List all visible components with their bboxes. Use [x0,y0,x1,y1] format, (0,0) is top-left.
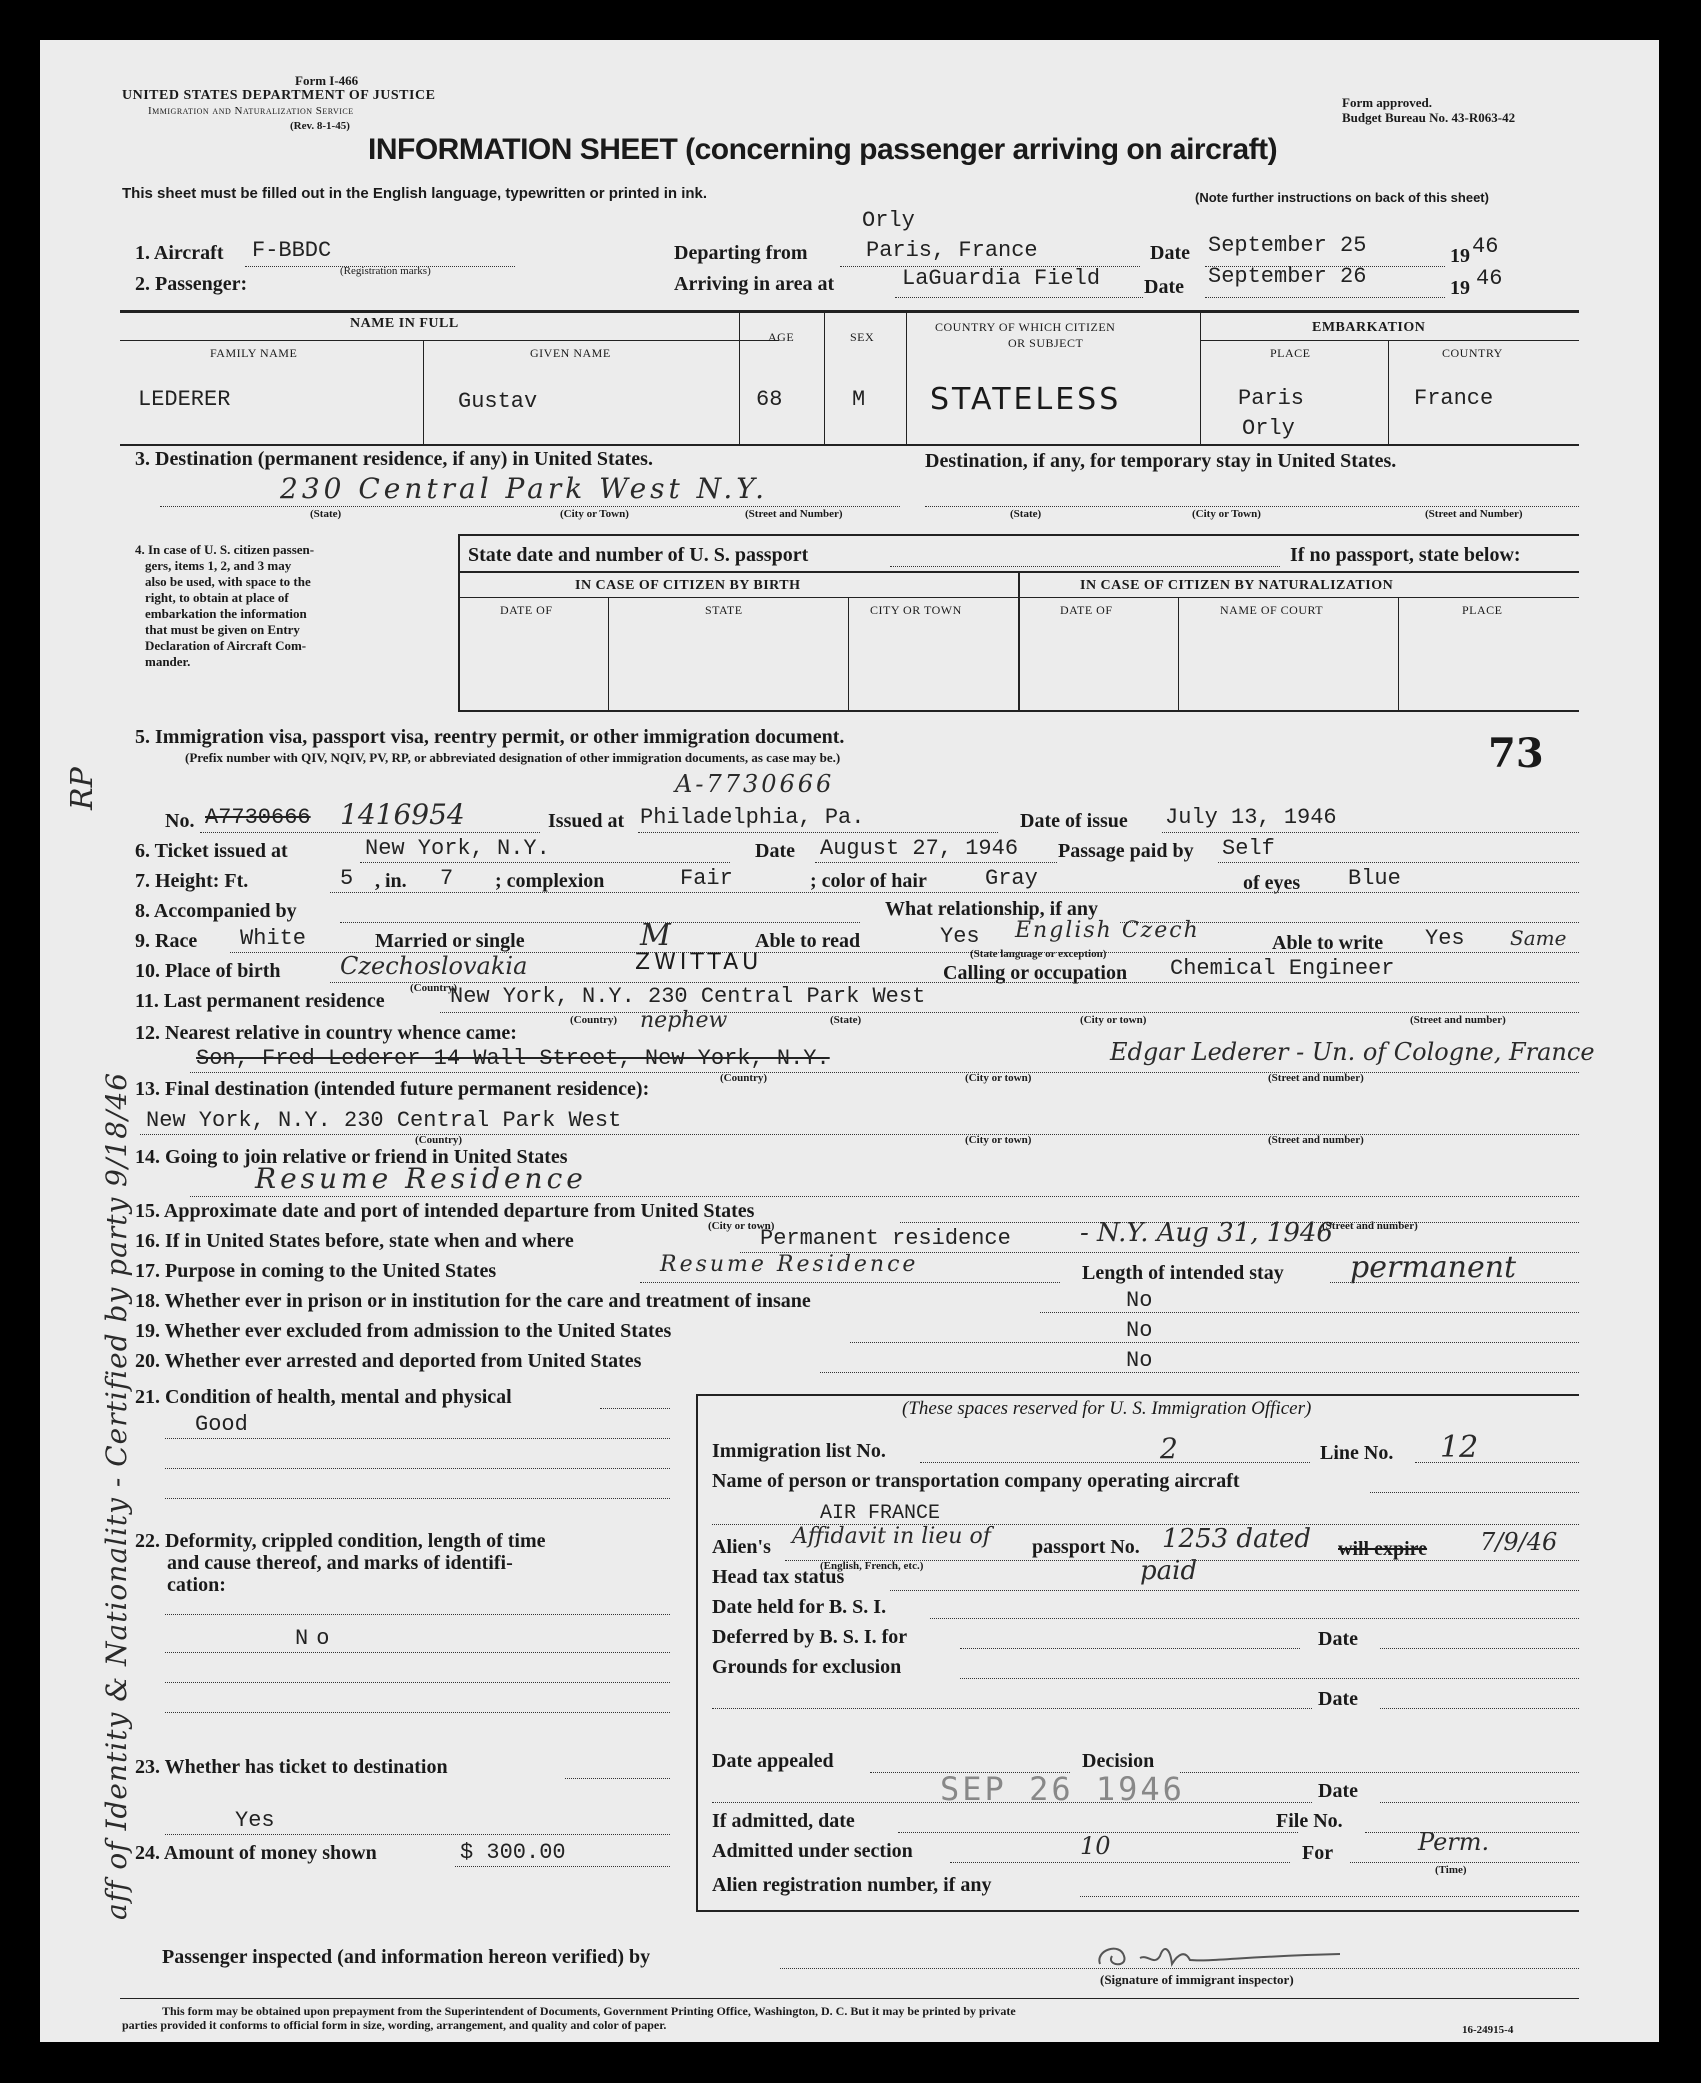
item19-value: No [1126,1318,1153,1343]
visa-number-handwritten: A-7730666 [675,770,835,798]
health-value: Good [195,1412,248,1437]
expire-value: 7/9/46 [1480,1528,1558,1556]
grounds-label: Grounds for exclusion [712,1656,902,1678]
dept-name: UNITED STATES DEPARTMENT OF JUSTICE [122,88,436,103]
item4-line: Declaration of Aircraft Com- [145,638,307,653]
arrival-year: 46 [1476,266,1503,291]
cap-country-13: (Country) [415,1134,463,1146]
cap-street: (Street and number) [1410,1014,1506,1026]
company-value: AIR FRANCE [820,1502,941,1525]
batch-number: 73 [1488,730,1544,777]
item22-line: 22. Deformity, crippled condition, length of time [135,1530,546,1552]
item4-line: mander. [145,654,191,669]
item18-label: 18. Whether ever in prison or in institution for the care and treatment of insane [135,1290,811,1312]
list-no-label: Immigration list No. [712,1440,886,1462]
cap-country: (Country) [570,1014,618,1026]
issued-at-value: Philadelphia, Pa. [640,805,865,830]
previous-stay-value: Permanent residence [760,1226,1011,1251]
occupation-label: Calling or occupation [943,962,1128,984]
read-language: English Czech [1015,918,1200,943]
item24-label: 24. Amount of money shown [135,1842,377,1864]
relative-relationship: nephew [640,1008,728,1033]
item5-sublabel: (Prefix number with QIV, NQIV, PV, RP, or abbreviated designation of other immigration documents, as case may be.) [185,750,841,765]
cap-street-12: (Street and number) [1268,1072,1364,1084]
for-value: Perm. [1418,1828,1490,1856]
appealed-label: Date appealed [712,1750,834,1772]
cap-city: (City or town) [1080,1014,1147,1026]
item22-line: and cause thereof, and marks of identifi- [167,1552,513,1574]
passport-no-label: passport No. [1032,1536,1140,1558]
purpose-value: Resume Residence [660,1252,919,1277]
item18-value: No [1126,1288,1153,1313]
col-city: CITY OR TOWN [870,603,962,617]
ticket-date-value: August 27, 1946 [820,836,1019,861]
list-no-value: 2 [1160,1432,1178,1465]
name-in-full-header: NAME IN FULL [350,316,459,331]
citizenship-value: STATELESS [930,382,1122,417]
stay-value: permanent [1350,1250,1517,1285]
item4-line: also be used, with space to the [145,574,311,589]
item3-label: 3. Destination (permanent residence, if any) in United States. [135,448,653,470]
item4-line: right, to obtain at place of [145,590,289,605]
last-residence-value: New York, N.Y. 230 Central Park West [450,984,926,1009]
item19-label: 19. Whether ever excluded from admission to the United States [135,1320,672,1342]
hair-label: ; color of hair [810,870,927,892]
relative-struck: Son, Fred Lederer 14 Wall Street, New York, N.Y. [196,1046,830,1071]
by-birth-header: IN CASE OF CITIZEN BY BIRTH [575,578,801,593]
eyes-label: of eyes [1243,872,1301,894]
write-language: Same [1510,926,1567,950]
date-label-2: Date [1144,276,1184,298]
form-number: Form I-466 [295,73,359,88]
for-label: For [1302,1842,1334,1864]
ticket-issued-value: New York, N.Y. [365,836,550,861]
item12-label: 12. Nearest relative in country whence came: [135,1022,517,1044]
caption-city: (City or Town) [560,508,629,520]
birth-caption: (Country) [410,982,458,994]
item17-label: 17. Purpose in coming to the United States [135,1260,497,1282]
cap-city-13: (City or town) [965,1134,1032,1146]
side-annotation: aff of Identity & Nationality - Certified by party 9/18/46 [100,1071,133,1920]
admitted-date-label: If admitted, date [712,1810,855,1832]
birth-city: ZWITTAU [635,950,763,975]
inspector-signature [1090,1936,1350,1976]
col-place: PLACE [1462,603,1503,617]
alien-label: Alien's [712,1536,771,1558]
embarkation-header: EMBARKATION [1312,320,1426,335]
caption-street-2: (Street and Number) [1425,508,1523,520]
cap-country-12: (Country) [720,1072,768,1084]
company-label: Name of person or transportation company operating aircraft [712,1470,1240,1492]
family-name-value: LEDERER [138,387,231,412]
eyes-value: Blue [1348,866,1401,891]
given-name-value: Gustav [458,389,538,414]
sex-header: SEX [850,330,875,344]
instruction-text: This sheet must be filled out in the English language, typewritten or printed in ink. [122,185,708,202]
item14-label: 14. Going to join relative or friend in United States [135,1146,568,1168]
visa-number-struck: A7730666 [205,805,311,830]
final-destination-value: New York, N.Y. 230 Central Park West [146,1108,622,1133]
departing-value: Paris, France [866,238,1038,263]
aircraft-label: 1. Aircraft [135,242,224,264]
col-court: NAME OF COURT [1220,603,1324,617]
married-label: Married or single [375,930,525,952]
section-label: Admitted under section [712,1840,913,1862]
registration-caption: (Registration marks) [340,265,431,277]
sex-value: M [852,387,866,412]
cap-street-13: (Street and number) [1268,1134,1364,1146]
item5-no-label: No. [165,810,195,832]
item7-label: 7. Height: Ft. [135,870,249,892]
stay-label: Length of intended stay [1082,1262,1284,1284]
item22-line: cation: [167,1574,226,1596]
previous-stay-date: - N.Y. Aug 31, 1946 [1080,1218,1333,1248]
arriving-label: Arriving in area at [674,273,835,295]
budget-bureau: Budget Bureau No. 43-R063-42 [1342,110,1516,125]
decision-date-label: Date [1318,1780,1358,1802]
caption-state-2: (State) [1010,508,1042,520]
item4-text [135,542,455,670]
item11-label: 11. Last permanent residence [135,990,385,1012]
married-value: M [640,918,671,953]
arriving-value: LaGuardia Field [902,266,1101,291]
age-header: AGE [768,330,795,344]
occupation-value: Chemical Engineer [1170,956,1395,981]
alien-reg-label: Alien registration number, if any [712,1874,992,1896]
birth-country: Czechoslovakia [340,952,528,980]
deferred-label: Deferred by B. S. I. for [712,1626,908,1648]
write-value: Yes [1425,926,1465,951]
passport-no-value: 1253 dated [1162,1524,1312,1554]
footer-line-1: This form may be obtained upon prepayment from the Superintendent of Documents, Government Printing Office, Washington, D. C. But it may be printed by private [162,2004,1016,2018]
item22-text [135,1530,546,1596]
head-tax-value: paid [1140,1556,1198,1586]
place-header: PLACE [1270,346,1311,360]
visa-number: 1416954 [340,798,465,831]
money-value: $ 300.00 [460,1840,566,1865]
footer-line-2: parties provided it conforms to official form in size, wording, arrangement, and quality and color of paper. [122,2018,667,2032]
year-prefix: 19 [1450,245,1470,267]
col-date-of: DATE OF [500,603,553,617]
signature-caption: (Signature of immigrant inspector) [1100,1972,1294,1987]
issued-at-label: Issued at [548,810,625,832]
item5-label: 5. Immigration visa, passport visa, reentry permit, or other immigration document. [135,726,845,748]
height-inches: 7 [440,866,454,891]
embark-place-value: Paris [1238,386,1305,411]
inspected-label: Passenger inspected (and information hereon verified) by [162,1946,651,1968]
item13-label: 13. Final destination (intended future permanent residence): [135,1078,650,1100]
deformity-value: No [295,1626,338,1651]
caption-state: (State) [310,508,342,520]
service-name: Immigration and Naturalization Service [148,105,354,117]
item20-label: 20. Whether ever arrested and deported from United States [135,1350,642,1372]
line-no-label: Line No. [1320,1442,1394,1464]
write-label: Able to write [1272,932,1384,954]
footer-code: 16-24915-4 [1462,2024,1514,2036]
read-label: Able to read [755,930,861,952]
cap-city-12: (City or town) [965,1072,1032,1084]
passport-label: State date and number of U. S. passport [468,544,809,566]
item15-label: 15. Approximate date and port of intended departure from United States [135,1200,755,1222]
embark-country-value: France [1414,386,1494,411]
date-held-label: Date held for B. S. I. [712,1596,887,1618]
date-label: Date [1150,242,1190,264]
col-state: STATE [705,603,743,617]
height-in-label: , in. [375,870,407,892]
passenger-label: 2. Passenger: [135,273,248,295]
aircraft-value: F-BBDC [252,238,332,263]
family-name-header: FAMILY NAME [210,346,298,360]
passage-paid-label: Passage paid by [1058,840,1194,862]
item9-label: 9. Race [135,930,198,952]
item16-label: 16. If in United States before, state when and where [135,1230,574,1252]
expire-label: will expire [1338,1538,1428,1560]
item21-label: 21. Condition of health, mental and physical [135,1386,512,1408]
line-no-value: 12 [1440,1430,1479,1465]
deferred-date-label: Date [1318,1628,1358,1650]
item4-line: that must be given on Entry [145,622,300,637]
destination-value: 230 Central Park West N.Y. [280,472,769,505]
item4-line: 4. In case of U. S. citizen passen- [135,542,315,557]
revision: (Rev. 8-1-45) [290,120,350,132]
read-value: Yes [940,924,980,949]
page-title: INFORMATION SHEET (concerning passenger arriving on aircraft) [368,133,1278,166]
complexion-value: Fair [680,866,733,891]
read-caption: (State language or exception) [970,948,1107,960]
country-header-1: COUNTRY OF WHICH CITIZEN [935,320,1116,334]
caption-street: (Street and Number) [745,508,843,520]
hair-value: Gray [985,866,1038,891]
ticket-value: Yes [235,1808,275,1833]
item20-value: No [1126,1348,1153,1373]
time-caption: (Time) [1435,1864,1467,1876]
col-date-of-2: DATE OF [1060,603,1113,617]
cap-city-16: (City or town) [708,1220,775,1232]
departure-date: September 25 [1208,233,1367,258]
alien-caption: (English, French, etc.) [820,1560,924,1572]
relative-value: Edgar Lederer - Un. of Cologne, France [1110,1038,1595,1066]
item3-label-2: Destination, if any, for temporary stay in United States. [925,450,1397,472]
item23-label: 23. Whether has ticket to destination [135,1756,448,1778]
item8-label: 8. Accompanied by [135,900,297,922]
date-issue-label: Date of issue [1020,810,1128,832]
country-header-2: OR SUBJECT [1008,336,1084,350]
passage-paid-value: Self [1222,836,1275,861]
cap-street-16: (Street and number) [1322,1220,1418,1232]
officer-reserved: (These spaces reserved for U. S. Immigration Officer) [902,1398,1312,1419]
embark-place-value-2: Orly [1242,416,1295,441]
date-stamp: SEP 26 1946 [940,1770,1185,1808]
head-tax-label: Head tax status [712,1566,845,1588]
information-sheet [40,40,1659,2042]
cap-state: (State) [830,1014,862,1026]
decision-label: Decision [1082,1750,1155,1772]
arrival-date: September 26 [1208,264,1367,289]
date-issue-value: July 13, 1946 [1165,805,1337,830]
section-value: 10 [1080,1832,1111,1860]
item4-line: embarkation the information [145,606,307,621]
given-name-header: GIVEN NAME [530,346,611,360]
form-approved: Form approved. [1342,95,1433,110]
caption-city-2: (City or Town) [1192,508,1261,520]
item10-label: 10. Place of birth [135,960,281,982]
ticket-date-label: Date [755,840,795,862]
departure-year: 46 [1472,234,1499,259]
by-naturalization-header: IN CASE OF CITIZEN BY NATURALIZATION [1080,578,1394,593]
departing-label: Departing from [674,242,808,264]
grounds-date-label: Date [1318,1688,1358,1710]
alien-document: Affidavit in lieu of [792,1524,991,1549]
note-text: (Note further instructions on back of this sheet) [1195,190,1489,205]
file-no-label: File No. [1276,1810,1343,1832]
margin-note: RP [65,767,100,810]
country-col-header: COUNTRY [1442,346,1503,360]
join-relative-value: Resume Residence [255,1162,587,1195]
item6-label: 6. Ticket issued at [135,840,288,862]
complexion-label: ; complexion [495,870,605,892]
departing-extra: Orly [862,208,915,233]
age-value: 68 [756,387,783,412]
year-prefix-2: 19 [1450,277,1470,299]
height-feet: 5 [340,866,354,891]
race-value: White [240,926,307,951]
item4-line: gers, items 1, 2, and 3 may [145,558,292,573]
relationship-label: What relationship, if any [885,898,1098,920]
no-passport-label: If no passport, state below: [1290,544,1521,566]
